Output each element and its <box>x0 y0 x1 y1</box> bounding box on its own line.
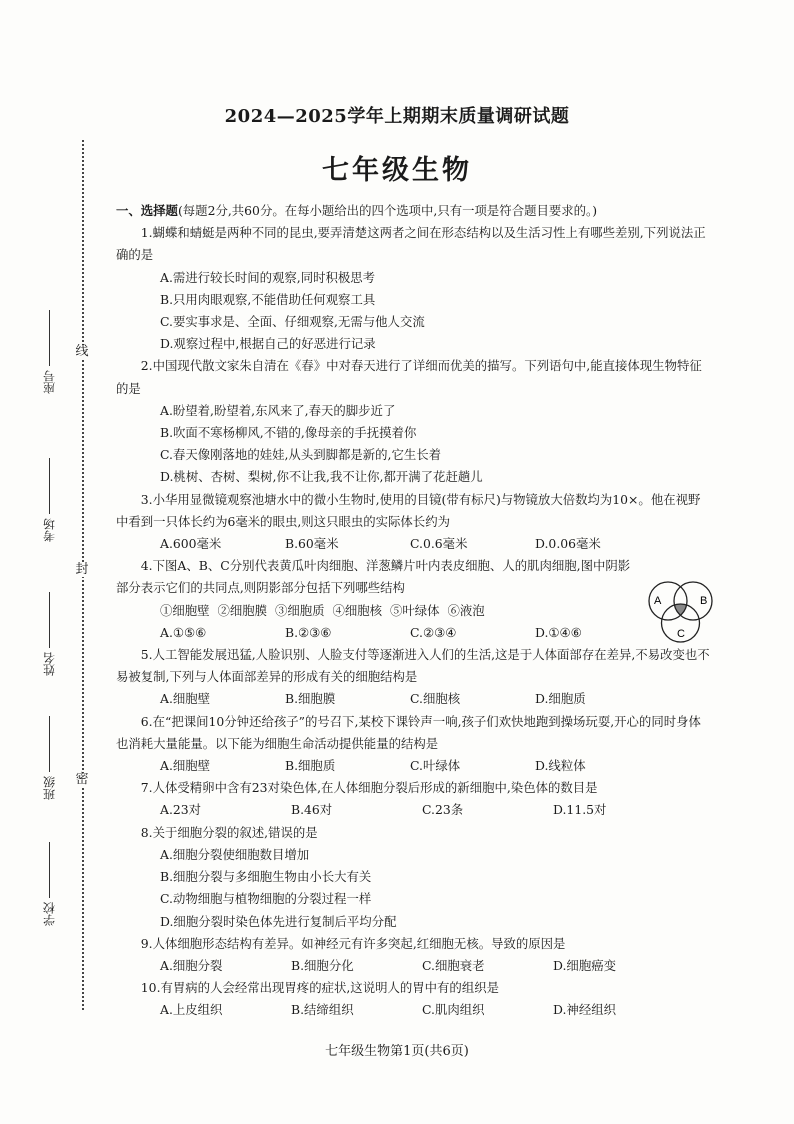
venn-diagram <box>644 579 718 645</box>
option-c[interactable]: C.肌肉组织 <box>422 1002 485 1018</box>
option-b[interactable]: B.细胞膜 <box>285 691 336 707</box>
subject-title: 七年级生物 <box>322 155 472 186</box>
option-d[interactable]: D.0.06毫米 <box>535 536 601 552</box>
question-9 <box>116 933 712 977</box>
options-row <box>116 955 712 977</box>
option-c[interactable]: C.叶绿体 <box>410 758 461 774</box>
venn-label-b: B <box>700 595 708 608</box>
option-b[interactable]: B.46对 <box>291 802 333 818</box>
options-row <box>116 999 712 1021</box>
question-7 <box>116 777 712 821</box>
field-class <box>40 716 58 800</box>
option-a[interactable]: A.盼望着,盼望着,东风来了,春天的脚步近了 <box>160 402 396 418</box>
question-stem: 2.中国现代散文家朱自清在《春》中对春天进行了详细而优美的描写。下列语句中,能直接体现生物特征的是 <box>116 358 702 396</box>
field-label: 学校 <box>42 902 57 926</box>
option-d[interactable]: D.线粒体 <box>535 758 586 774</box>
option-b[interactable]: B.②③⑥ <box>285 624 332 640</box>
option-c[interactable]: C.春天像刚落地的娃娃,从头到脚都是新的,它生长着 <box>160 447 442 463</box>
field-label: 班级 <box>42 776 57 800</box>
option-c[interactable]: C.23条 <box>422 802 464 818</box>
option-d[interactable]: D.细胞分裂时染色体先进行复制后平均分配 <box>160 913 397 929</box>
field-name <box>40 592 58 676</box>
venn-label-c: C <box>677 628 685 641</box>
option-a[interactable]: A.①⑤⑥ <box>160 624 207 640</box>
option-a[interactable]: A.细胞壁 <box>160 758 211 774</box>
option-a[interactable]: A.上皮组织 <box>160 1002 223 1018</box>
page-footer: 七年级生物第1页(共6页) <box>325 1044 469 1059</box>
field-label: 姓名 <box>42 652 57 676</box>
option-b[interactable]: B.吹面不寒杨柳风,不错的,像母亲的手抚摸着你 <box>160 425 417 441</box>
option-b[interactable]: B.结缔组织 <box>291 1002 354 1018</box>
option-b[interactable]: B.细胞质 <box>285 758 336 774</box>
fill-blank[interactable] <box>48 592 50 648</box>
fill-blank[interactable] <box>48 842 50 898</box>
question-8 <box>116 822 712 933</box>
option-c[interactable]: C.要实事求是、全面、仔细观察,无需与他人交流 <box>160 314 425 330</box>
option-b[interactable]: B.60毫米 <box>285 536 339 552</box>
option-d[interactable]: D.桃树、杏树、梨树,你不让我,我不让你,都开满了花赶趟儿 <box>160 469 483 485</box>
question-stem: 6.在“把课间10分钟还给孩子”的号召下,某校下课铃声一响,孩子们欢快地跑到操场玩耍,开心的同时身体也消耗大量能量。以下能为细胞生命活动提供能量的结构是 <box>116 713 701 751</box>
question-stem: 5.人工智能发展迅猛,人脸识别、人脸支付等逐渐进入人们的生活,这是于人体面部存在差异,不易改变也不易被复制,下列与人体面部差异的形成有关的细胞结构是 <box>116 647 710 685</box>
option-a[interactable]: A.细胞壁 <box>160 691 211 707</box>
option-b[interactable]: B.细胞分裂与多细胞生物由小长大有关 <box>160 869 372 885</box>
structure-list: ①细胞壁 ②细胞膜 ③细胞质 ④细胞核 ⑤叶绿体 ⑥液泡 <box>160 602 485 618</box>
question-stem: 3.小华用显微镜观察池塘水中的微小生物时,使用的目镜(带有标尺)与物镜放大倍数均为10×。他在视野中看到一只体长约为6毫米的眼虫,则这只眼虫的实际体长约为 <box>116 491 701 529</box>
question-3 <box>116 489 712 556</box>
question-stem: 1.蝴蝶和蜻蜓是两种不同的昆虫,要弄清楚这两者之间在形态结构以及生活习性上有哪些差别,下列说法正确的是 <box>116 225 706 263</box>
margin-mark-feng: 封 <box>75 562 89 577</box>
margin-mark-mi: 密 <box>75 772 89 787</box>
options-row <box>116 533 712 555</box>
question-2 <box>116 355 712 488</box>
questions-area <box>116 200 712 1022</box>
field-exam-room <box>40 458 58 542</box>
options-row <box>116 622 712 644</box>
question-6 <box>116 711 712 778</box>
option-c[interactable]: C.细胞衰老 <box>422 957 485 973</box>
fill-blank[interactable] <box>48 458 50 514</box>
question-4 <box>116 555 712 644</box>
question-stem: 8.关于细胞分裂的叙述,错误的是 <box>140 824 318 840</box>
option-c[interactable]: C.0.6毫米 <box>410 536 468 552</box>
venn-label-a: A <box>654 595 662 608</box>
option-a[interactable]: A.需进行较长时间的观察,同时积极思考 <box>160 269 376 285</box>
field-school <box>40 842 58 926</box>
option-b[interactable]: B.只用肉眼观察,不能借助任何观察工具 <box>160 291 376 307</box>
margin-mark-xian: 线 <box>75 344 89 359</box>
field-seat-number <box>40 310 58 394</box>
question-stem: 10.有胃病的人会经常出现胃疼的症状,这说明人的胃中有的组织是 <box>140 980 499 996</box>
field-label: 考场 <box>42 518 57 542</box>
options-row <box>116 799 712 821</box>
option-b[interactable]: B.细胞分化 <box>291 957 354 973</box>
options-row <box>116 755 712 777</box>
section-title: 一、选择题 <box>116 203 178 218</box>
option-a[interactable]: A.细胞分裂使细胞数目增加 <box>160 846 310 862</box>
fill-blank[interactable] <box>48 310 50 366</box>
fill-blank[interactable] <box>48 716 50 772</box>
option-a[interactable]: A.23对 <box>160 802 202 818</box>
option-d[interactable]: D.细胞质 <box>535 691 586 707</box>
option-a[interactable]: A.600毫米 <box>160 536 222 552</box>
section-instructions: (每题2分,共60分。在每小题给出的四个选项中,只有一项是符合题目要求的。) <box>177 203 598 218</box>
option-d[interactable]: D.①④⑥ <box>535 624 582 640</box>
option-c[interactable]: C.②③④ <box>410 624 457 640</box>
field-label: 座号 <box>42 370 57 394</box>
options-row <box>116 688 712 710</box>
option-d[interactable]: D.细胞癌变 <box>553 957 616 973</box>
question-stem: 4.下图A、B、C分别代表黄瓜叶肉细胞、洋葱鳞片叶内表皮细胞、人的肌肉细胞,图中阴影部分表示它们的共同点,则阴影部分包括下列哪些结构 <box>116 558 631 596</box>
option-a[interactable]: A.细胞分裂 <box>160 957 223 973</box>
question-10 <box>116 977 712 1021</box>
section-heading <box>116 200 712 222</box>
option-c[interactable]: C.细胞核 <box>410 691 461 707</box>
option-d[interactable]: D.11.5对 <box>553 802 607 818</box>
question-stem: 9.人体细胞形态结构有差异。如神经元有许多突起,红细胞无核。导致的原因是 <box>140 935 566 951</box>
question-stem: 7.人体受精卵中含有23对染色体,在人体细胞分裂后形成的新细胞中,染色体的数目是 <box>140 780 598 796</box>
exam-title: 2024—2025学年上期期末质量调研试题 <box>224 106 570 127</box>
option-c[interactable]: C.动物细胞与植物细胞的分裂过程一样 <box>160 891 372 907</box>
question-5 <box>116 644 712 711</box>
option-d[interactable]: D.观察过程中,根据自己的好恶进行记录 <box>160 336 376 352</box>
option-d[interactable]: D.神经组织 <box>553 1002 616 1018</box>
question-1 <box>116 222 712 355</box>
